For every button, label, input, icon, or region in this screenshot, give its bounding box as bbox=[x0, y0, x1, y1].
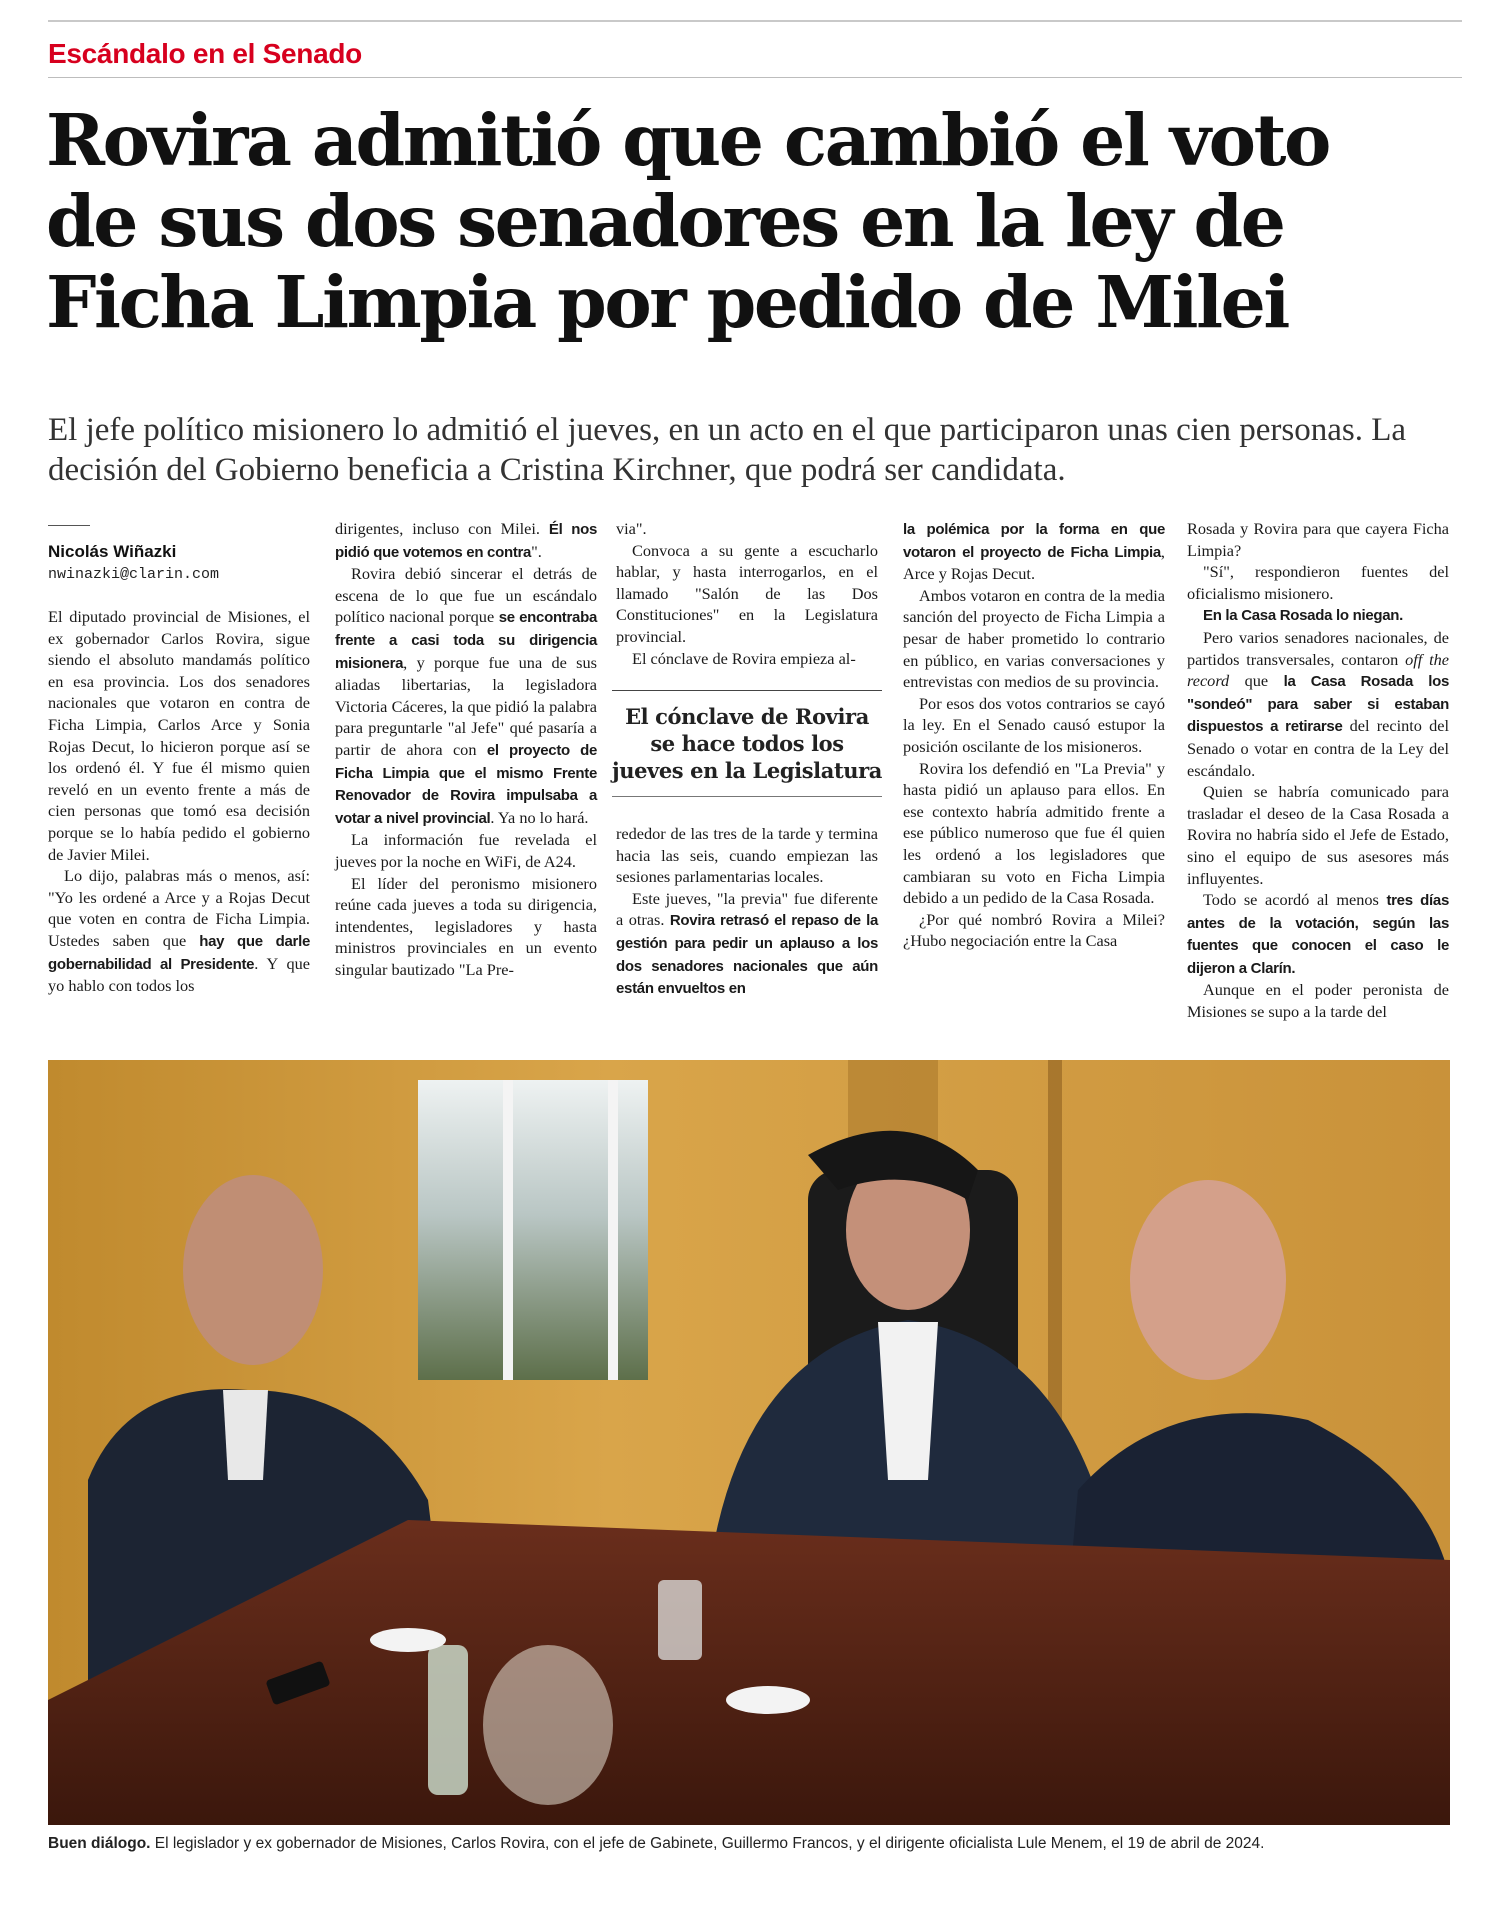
paragraph: Ambos votaron en contra de la media sanción del proyecto de Ficha Limpia a pesar de haber prometido lo contrario en público, en varias conversaciones y entrevistas con medios de su provincia. bbox=[903, 585, 1165, 692]
photo-caption bbox=[48, 1835, 1458, 1853]
paragraph: rededor de las tres de la tarde y termina hacia las seis, cuando empiezan las sesiones parlamentarias locales. bbox=[616, 824, 878, 887]
byline-rule bbox=[48, 525, 90, 526]
subheadline: El jefe político misionero lo admitió el jueves, en un acto en el que participaron unas cien personas. La decisión del Gobierno beneficia a Cristina Kirchner, que podrá ser candidata. bbox=[48, 412, 1407, 488]
bold-run: En la Casa Rosada lo niegan. bbox=[1203, 607, 1403, 625]
article-photo bbox=[48, 1060, 1450, 1825]
paragraph bbox=[616, 888, 878, 1000]
article-column-3-top bbox=[616, 518, 878, 669]
text-run: Todo se acordó al menos bbox=[1203, 890, 1387, 910]
paragraph bbox=[335, 563, 597, 829]
paragraph: Quien se habría comunicado para trasladar el deseo de la Casa Rosada a Rovira no habría sido el Jefe de Estado, sino el equipo de sus asesores más influyentes. bbox=[1187, 782, 1449, 888]
water-bottle bbox=[428, 1645, 468, 1795]
text-run: . Y que yo hablo con todos los bbox=[48, 953, 310, 996]
text-run: que bbox=[1229, 671, 1284, 691]
article-column-2 bbox=[335, 518, 597, 980]
section-rule bbox=[48, 77, 1462, 78]
section-label: Escándalo en el Senado bbox=[48, 38, 362, 69]
text-run: Este jueves, "la previa" fue diferente a otras. bbox=[616, 888, 878, 930]
text-run: dirigentes, incluso con Milei. bbox=[335, 519, 549, 538]
coffee-cup bbox=[726, 1686, 810, 1714]
paragraph bbox=[335, 518, 597, 563]
byline-email[interactable]: nwinazki@clarin.com bbox=[48, 566, 220, 583]
bold-run: se encontraba frente a casi toda su dirigencia misionera bbox=[335, 609, 597, 672]
paragraph: via". bbox=[616, 519, 647, 538]
person-left-head bbox=[183, 1175, 323, 1365]
paragraph: "Sí", respondieron fuentes del oficialismo misionero. bbox=[1187, 562, 1449, 603]
paragraph: Rosada y Rovira para que cayera Ficha Limpia? bbox=[1187, 519, 1449, 560]
paragraph: Convoca a su gente a escucharlo hablar, y hasta interrogarlos, en el llamado "Salón de las Dos Constituciones" en la Legislatura provincial. bbox=[616, 540, 878, 646]
paragraph bbox=[48, 865, 310, 997]
candy-jar bbox=[483, 1645, 613, 1805]
paragraph: Aunque en el poder peronista de Misiones se supo a la tarde del bbox=[1187, 980, 1449, 1022]
text-run: . Ya no lo hará. bbox=[490, 807, 589, 827]
text-run: Pero varios senadores nacionales, de partidos transversales, contaron bbox=[1187, 627, 1449, 669]
bold-run: hay que darle gobernabilidad al Presidente bbox=[48, 932, 310, 973]
paragraph: El líder del peronismo misionero reúne cada jueves a toda su dirigencia, intendentes, legisladores y hasta ministros provinciales en un evento singular bautizado "La Pre- bbox=[335, 873, 597, 979]
bold-run: tres días antes de la votación, según las fuentes que conocen el caso le dijeron a Clarín. bbox=[1187, 892, 1450, 977]
paragraph bbox=[1187, 604, 1449, 627]
glass bbox=[658, 1580, 702, 1660]
pull-quote: El cónclave de Rovira se hace todos los jueves en la Legislatura bbox=[612, 690, 882, 797]
paragraph: El cónclave de Rovira empieza al- bbox=[632, 648, 856, 668]
bold-run: el proyecto de Ficha Limpia que el mismo Frente Renovador de Rovira impulsaba a votar a nivel provincial bbox=[335, 741, 597, 827]
article-column-5 bbox=[1187, 518, 1449, 1023]
text-run: Rovira debió sincerar el detrás de escena de lo que fue un escándalo político nacional porque bbox=[335, 564, 597, 627]
person-center-shirt bbox=[878, 1322, 938, 1480]
paragraph bbox=[903, 518, 1165, 585]
article-column-1 bbox=[48, 606, 310, 997]
text-run: Lo dijo, palabras más o menos, así: "Yo les ordené a Arce y a Rojas Decut que voten en contra de Ficha Limpia. Ustedes saben que bbox=[48, 866, 310, 950]
text-run: , Arce y Rojas Decut. bbox=[903, 541, 1165, 584]
coffee-cup bbox=[370, 1628, 446, 1652]
headline-line-1: Rovira admitió que cambió el voto bbox=[46, 98, 1329, 182]
paragraph: La información fue revelada el jueves por la noche en WiFi, de A24. bbox=[335, 830, 597, 871]
paragraph bbox=[1187, 627, 1449, 781]
article-column-3-bottom bbox=[616, 823, 878, 1000]
paragraph: Rovira los defendió en "La Previa" y hasta pidió un aplauso para ellos. En ese contexto habría admitido frente a ese público numeroso que fue él quien les ordenó a los legisladores que cambiaran su voto en Ficha Limpia debido a un pedido de la Casa Rosada. bbox=[903, 758, 1165, 908]
headline-line-2: de sus dos senadores en la ley de bbox=[46, 179, 1284, 263]
text-run: ". bbox=[531, 541, 542, 561]
person-left-shirt bbox=[223, 1390, 268, 1480]
paragraph: El diputado provincial de Misiones, el ex gobernador Carlos Rovira, sigue siendo el absoluto mandamás político en esa provincia. Los dos senadores nacionales que votaron en contra de Ficha Limpia, Carlos Arce y Sonia Rojas Decut, lo hicieron porque así se los ordenó él. Y fue él mismo quien reveló en un evento frente a más de cien personas que tomó esa decisión porque se lo había pedido el gobierno de Javier Milei. bbox=[48, 607, 310, 864]
paragraph: ¿Por qué nombró Rovira a Milei? ¿Hubo negociación entre la Casa bbox=[903, 909, 1165, 951]
paragraph bbox=[1187, 889, 1449, 979]
person-right-head bbox=[1130, 1180, 1286, 1380]
bold-run: Rovira retrasó el repaso de la gestión para pedir un aplauso a los dos senadores nacionales que aún están envueltos en bbox=[616, 912, 878, 998]
headline bbox=[46, 100, 1456, 343]
text-run: del recinto del Senado o votar en contra de la Ley del escándalo. bbox=[1187, 716, 1449, 780]
bold-run: la polémica por la forma en que votaron el proyecto de Ficha Limpia bbox=[903, 521, 1165, 561]
article-column-4 bbox=[903, 518, 1165, 952]
caption-label: Buen diálogo. bbox=[48, 1835, 151, 1852]
window-frame bbox=[503, 1080, 513, 1380]
text-run: , y porque fue una de sus aliadas libertarias, la legisladora Victoria Cáceres, la que pidió la palabra para preguntarle "al Jefe" qué pasaría a partir de ahora con bbox=[335, 652, 597, 759]
bold-run: Él nos pidió que votemos en contra bbox=[335, 521, 597, 561]
bold-run: la Casa Rosada los "sondeó" para saber si estaban dispuestos a retirarse bbox=[1187, 673, 1449, 736]
byline-name: Nicolás Wiñazki bbox=[48, 542, 177, 561]
italic-run: off the record bbox=[1187, 649, 1449, 691]
top-rule bbox=[48, 20, 1462, 22]
caption-text: El legislador y ex gobernador de Misiones, Carlos Rovira, con el jefe de Gabinete, Guillermo Francos, y el dirigente oficialista Lule Menem, el 19 de abril de 2024. bbox=[150, 1835, 1265, 1852]
paragraph: Por esos dos votos contrarios se cayó la ley. En el Senado causó estupor la posición oscilante de los misioneros. bbox=[903, 693, 1165, 756]
photo-illustration bbox=[48, 1060, 1450, 1825]
window-frame bbox=[608, 1080, 618, 1380]
headline-line-3: Ficha Limpia por pedido de Milei bbox=[46, 260, 1289, 344]
